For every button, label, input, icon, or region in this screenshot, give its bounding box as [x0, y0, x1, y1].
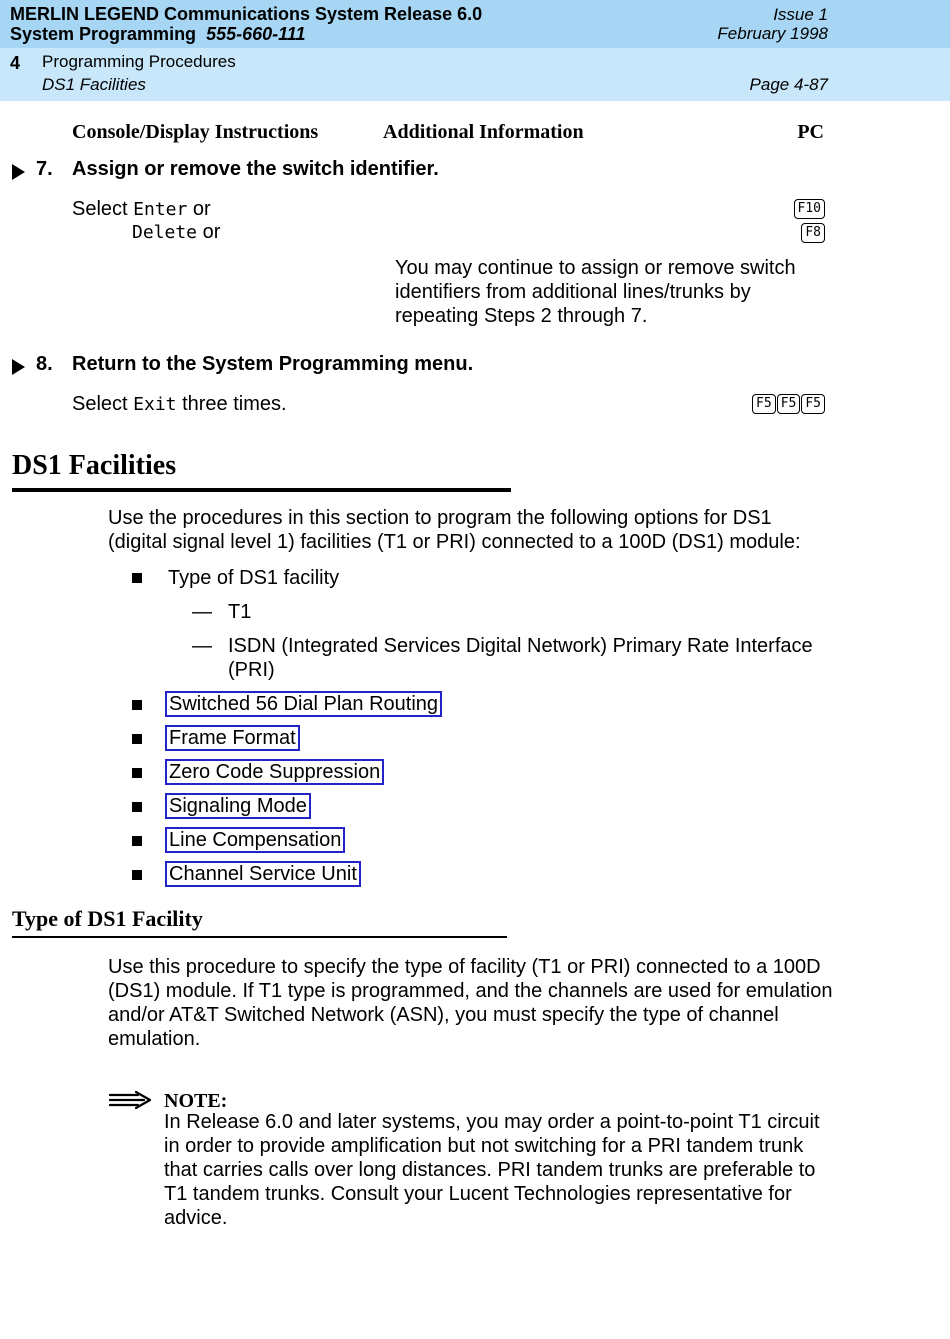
doc-number: 555-660-111 [206, 24, 306, 44]
bullet-icon [132, 802, 142, 812]
step-7-info [395, 256, 796, 328]
page-number: Page 4-87 [749, 75, 828, 94]
info-line: You may continue to assign or remove switch [395, 257, 796, 279]
issue-date: February 1998 [717, 24, 828, 43]
info-line: identifiers from additional lines/trunks by [395, 281, 751, 303]
select-word: Select [72, 393, 128, 415]
subsection-heading: Type of DS1 Facility [12, 906, 203, 931]
step-arrow-icon [12, 164, 25, 180]
sub-item-line: ISDN (Integrated Services Digital Network) Primary Rate Interface [228, 635, 813, 657]
select-word: Select [72, 198, 128, 220]
doc-subtitle [10, 24, 306, 44]
link-channel-service-unit[interactable]: Channel Service Unit [165, 861, 361, 887]
or-text: or [192, 198, 211, 220]
or-text: or [202, 221, 221, 243]
ds1-intro [108, 506, 801, 554]
intro-line: (digital signal level 1) facilities (T1 or PRI) connected to a 100D (DS1) module: [108, 531, 801, 553]
bullet-icon [132, 768, 142, 778]
body-line: (DS1) module. If T1 type is programmed, and the channels are used for emulation [108, 980, 833, 1002]
bullet-icon [132, 734, 142, 744]
key-f8-container [800, 223, 825, 243]
bullet-icon [132, 700, 142, 710]
doc-title: MERLIN LEGEND Communications System Release 6.0 [10, 4, 483, 24]
link-line-compensation[interactable]: Line Compensation [165, 827, 345, 853]
link-signaling-mode[interactable]: Signaling Mode [165, 793, 311, 819]
step-8-title: Return to the System Programming menu. [72, 353, 474, 375]
chapter-number: 4 [10, 53, 21, 73]
bullet-icon [132, 870, 142, 880]
note-pointer-icon [108, 1090, 154, 1110]
step-7-title: Assign or remove the switch identifier. [72, 158, 439, 180]
step-8-number: 8. [36, 353, 53, 375]
key-f5: F5 [777, 394, 801, 414]
option-delete: Delete [132, 222, 198, 243]
sub-item-line: (PRI) [228, 659, 275, 681]
step-7-option-enter [72, 197, 211, 222]
doc-subtitle-text: System Programming [10, 24, 197, 44]
note-body [164, 1110, 820, 1230]
sub-item-t1: T1 [228, 601, 252, 623]
step-arrow-icon [12, 359, 25, 375]
type-section-body [108, 955, 832, 1051]
option-enter: Enter [133, 199, 188, 220]
note-line: advice. [164, 1207, 228, 1229]
step-7-option-delete [132, 220, 220, 245]
intro-line: Use the procedures in this section to program the following options for DS1 [108, 507, 772, 529]
key-f10: F10 [794, 199, 825, 219]
step-7-number: 7. [36, 158, 53, 180]
body-line: emulation. [108, 1028, 201, 1050]
key-f8: F8 [801, 223, 825, 243]
column-header-console: Console/Display Instructions [72, 121, 319, 143]
issue-label: Issue 1 [773, 5, 828, 24]
note-label: NOTE: [164, 1090, 228, 1112]
column-header-pc: PC [797, 121, 824, 143]
bullet-icon [132, 836, 142, 846]
column-header-info: Additional Information [383, 121, 584, 143]
subsection-rule [12, 936, 507, 938]
sub-item-pri [228, 634, 813, 682]
link-frame-format[interactable]: Frame Format [165, 725, 300, 751]
option-exit: Exit [133, 394, 177, 415]
key-f5: F5 [801, 394, 825, 414]
key-f5: F5 [752, 394, 776, 414]
info-line: repeating Steps 2 through 7. [395, 305, 648, 327]
list-item-type: Type of DS1 facility [168, 567, 340, 589]
step-8-suffix: three times. [182, 393, 287, 415]
step-8-option-exit [72, 392, 287, 417]
heading-rule [12, 488, 511, 492]
note-line: T1 tandem trunks. Consult your Lucent Technologies representative for [164, 1183, 792, 1205]
body-line: and/or AT&T Switched Network (ASN), you must specify the type of channel [108, 1004, 779, 1026]
section-title: DS1 Facilities [42, 75, 146, 94]
note-line: In Release 6.0 and later systems, you may order a point-to-point T1 circuit [164, 1111, 820, 1133]
dash-icon: — [192, 601, 212, 623]
section-heading: DS1 Facilities [12, 450, 177, 481]
chapter-title: Programming Procedures [42, 52, 236, 71]
key-f5-group [751, 394, 825, 414]
note-line: that carries calls over long distances. PRI tandem trunks are preferable to [164, 1159, 816, 1181]
body-line: Use this procedure to specify the type of facility (T1 or PRI) connected to a 100D [108, 956, 821, 978]
bullet-icon [132, 573, 142, 583]
key-f10-container [793, 199, 825, 219]
note-line: in order to provide amplification but not switching for a PRI tandem trunk [164, 1135, 804, 1157]
link-zero-code-suppression[interactable]: Zero Code Suppression [165, 759, 384, 785]
link-switched-56[interactable]: Switched 56 Dial Plan Routing [165, 691, 442, 717]
dash-icon: — [192, 635, 212, 657]
